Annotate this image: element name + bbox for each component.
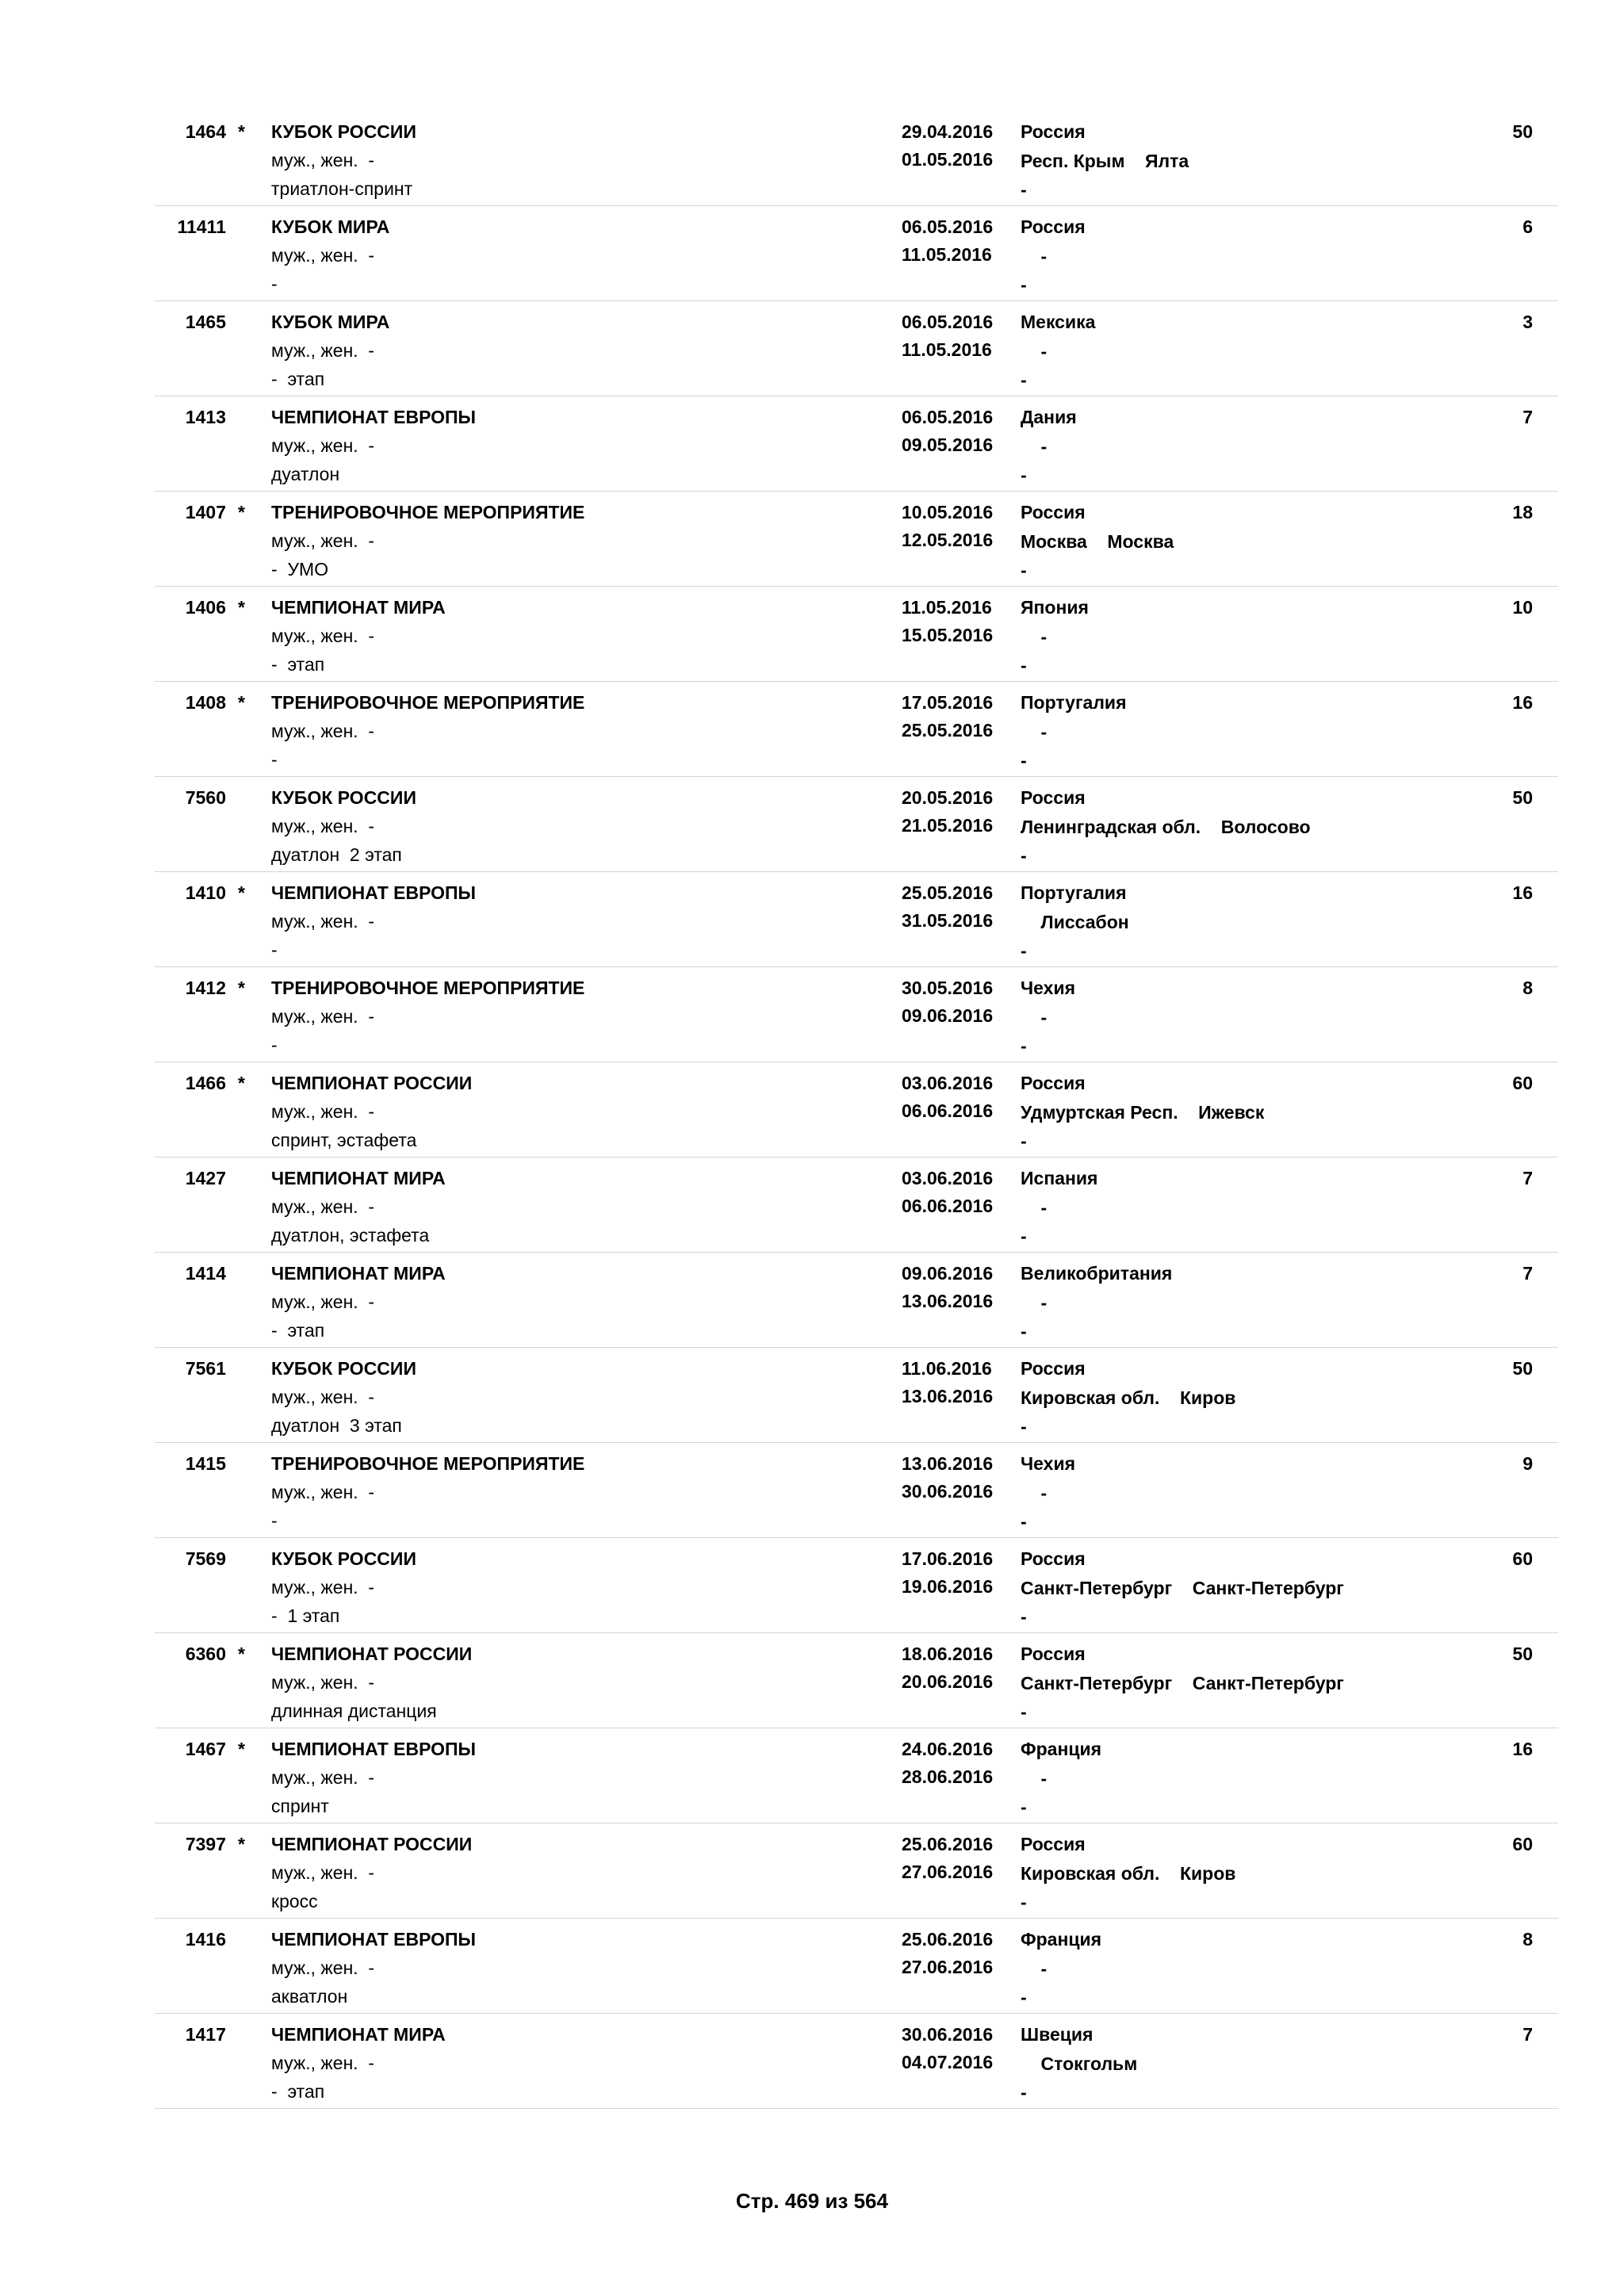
participant-count: 50 xyxy=(1512,1644,1533,1664)
venue: - xyxy=(1021,274,1027,295)
event-number: 1412 xyxy=(185,978,226,998)
region-city: Кировская обл. Киров xyxy=(1021,1863,1236,1884)
region-city: - xyxy=(1021,626,1048,647)
venue: - xyxy=(1021,2082,1027,2103)
end-date: 13.06.2016 xyxy=(902,1291,994,1311)
discipline: длинная дистанция xyxy=(271,1701,437,1721)
region-city: - xyxy=(1021,1768,1048,1789)
table-row xyxy=(155,1823,1558,1919)
event-number: 1416 xyxy=(185,1929,226,1950)
event-number: 1410 xyxy=(185,882,226,903)
country: Португалия xyxy=(1021,882,1127,903)
start-date: 24.06.2016 xyxy=(902,1739,994,1759)
region-city: Ленинградская обл. Волосово xyxy=(1021,817,1311,837)
gender-category: муж., жен. - xyxy=(271,1006,375,1027)
gender-category: муж., жен. - xyxy=(271,1101,375,1122)
start-date: 30.06.2016 xyxy=(902,2024,994,2045)
gender-category: муж., жен. - xyxy=(271,1292,375,1312)
end-date: 21.05.2016 xyxy=(902,815,994,836)
gender-category: муж., жен. - xyxy=(271,626,375,646)
table-row xyxy=(155,111,1558,206)
event-title: ЧЕМПИОНАТ ЕВРОПЫ xyxy=(271,1929,477,1950)
region-city: Кировская обл. Киров xyxy=(1021,1387,1236,1408)
event-title: КУБОК МИРА xyxy=(271,216,390,237)
end-date: 20.06.2016 xyxy=(902,1671,994,1692)
country: Португалия xyxy=(1021,692,1127,713)
region-city: Санкт-Петербург Санкт-Петербург xyxy=(1021,1673,1344,1693)
event-number: 7560 xyxy=(185,787,226,808)
country: Великобритания xyxy=(1021,1263,1173,1284)
region-city: Лиссабон xyxy=(1021,912,1129,932)
event-number: 1427 xyxy=(185,1168,226,1188)
event-number: 6360 xyxy=(185,1644,226,1664)
discipline: - этап xyxy=(271,369,325,389)
gender-category: муж., жен. - xyxy=(271,435,375,456)
event-title: ТРЕНИРОВОЧНОЕ МЕРОПРИЯТИЕ xyxy=(271,1453,585,1474)
priority-marker: * xyxy=(238,121,245,142)
end-date: 27.06.2016 xyxy=(902,1957,994,1977)
region-city: Респ. Крым Ялта xyxy=(1021,151,1189,171)
venue: - xyxy=(1021,655,1027,675)
gender-category: муж., жен. - xyxy=(271,530,375,551)
start-date: 09.06.2016 xyxy=(902,1263,994,1284)
start-date: 30.05.2016 xyxy=(902,978,994,998)
event-title: ЧЕМПИОНАТ РОССИИ xyxy=(271,1644,473,1664)
start-date: 17.05.2016 xyxy=(902,692,994,713)
gender-category: муж., жен. - xyxy=(271,245,375,266)
event-number: 1414 xyxy=(185,1263,226,1284)
table-row xyxy=(155,1443,1558,1538)
event-number: 7561 xyxy=(185,1358,226,1379)
region-city: - xyxy=(1021,1197,1048,1218)
gender-category: муж., жен. - xyxy=(271,816,375,836)
table-row xyxy=(155,682,1558,777)
region-city: - xyxy=(1021,721,1048,742)
discipline: дуатлон 2 этап xyxy=(271,844,402,865)
start-date: 18.06.2016 xyxy=(902,1644,994,1664)
country: Россия xyxy=(1021,216,1086,237)
event-number: 1415 xyxy=(185,1453,226,1474)
participant-count: 3 xyxy=(1522,312,1533,332)
participant-count: 7 xyxy=(1522,1168,1533,1188)
table-row xyxy=(155,2014,1558,2109)
end-date: 28.06.2016 xyxy=(902,1766,994,1787)
end-date: 11.05.2016 xyxy=(902,339,992,360)
venue: - xyxy=(1021,1892,1027,1912)
participant-count: 60 xyxy=(1512,1834,1533,1854)
venue: - xyxy=(1021,1416,1027,1437)
gender-category: муж., жен. - xyxy=(271,721,375,741)
priority-marker: * xyxy=(238,597,245,618)
discipline: кросс xyxy=(271,1891,318,1911)
participant-count: 16 xyxy=(1512,692,1533,713)
priority-marker: * xyxy=(238,882,245,903)
event-title: ТРЕНИРОВОЧНОЕ МЕРОПРИЯТИЕ xyxy=(271,978,585,998)
start-date: 25.06.2016 xyxy=(902,1929,994,1950)
end-date: 15.05.2016 xyxy=(902,625,994,645)
country: Чехия xyxy=(1021,978,1075,998)
priority-marker: * xyxy=(238,1739,245,1759)
gender-category: муж., жен. - xyxy=(271,150,375,170)
discipline: - xyxy=(271,1035,278,1055)
event-number: 7397 xyxy=(185,1834,226,1854)
discipline: дуатлон 3 этап xyxy=(271,1415,402,1436)
table-row xyxy=(155,967,1558,1062)
discipline: - этап xyxy=(271,2081,325,2102)
start-date: 03.06.2016 xyxy=(902,1073,994,1093)
end-date: 11.05.2016 xyxy=(902,244,992,265)
start-date: 10.05.2016 xyxy=(902,502,994,522)
table-row xyxy=(155,206,1558,301)
country: Швеция xyxy=(1021,2024,1094,2045)
event-title: ЧЕМПИОНАТ ЕВРОПЫ xyxy=(271,407,477,427)
venue: - xyxy=(1021,845,1027,866)
event-title: КУБОК МИРА xyxy=(271,312,390,332)
country: Россия xyxy=(1021,1644,1086,1664)
table-row xyxy=(155,1348,1558,1443)
gender-category: муж., жен. - xyxy=(271,1196,375,1217)
discipline: дуатлон xyxy=(271,464,340,484)
participant-count: 9 xyxy=(1522,1453,1533,1474)
gender-category: муж., жен. - xyxy=(271,1387,375,1407)
table-row xyxy=(155,777,1558,872)
end-date: 27.06.2016 xyxy=(902,1862,994,1882)
start-date: 06.05.2016 xyxy=(902,407,994,427)
page-number: Стр. 469 из 564 xyxy=(736,2189,888,2213)
discipline: акватлон xyxy=(271,1986,348,2007)
discipline: - xyxy=(271,749,278,770)
region-city: - xyxy=(1021,436,1048,457)
venue: - xyxy=(1021,179,1027,200)
participant-count: 18 xyxy=(1512,502,1533,522)
venue: - xyxy=(1021,1797,1027,1817)
event-number: 1408 xyxy=(185,692,226,713)
event-number: 7569 xyxy=(185,1548,226,1569)
start-date: 25.05.2016 xyxy=(902,882,994,903)
event-number: 1467 xyxy=(185,1739,226,1759)
priority-marker: * xyxy=(238,1073,245,1093)
country: Россия xyxy=(1021,1358,1086,1379)
participant-count: 8 xyxy=(1522,978,1533,998)
discipline: - УМО xyxy=(271,559,329,580)
gender-category: муж., жен. - xyxy=(271,1767,375,1788)
table-row xyxy=(155,1253,1558,1348)
venue: - xyxy=(1021,1701,1027,1722)
region-city: Удмуртская Респ. Ижевск xyxy=(1021,1102,1265,1123)
participant-count: 16 xyxy=(1512,882,1533,903)
discipline: - этап xyxy=(271,654,325,675)
event-title: КУБОК РОССИИ xyxy=(271,1358,416,1379)
country: Россия xyxy=(1021,1073,1086,1093)
venue: - xyxy=(1021,1987,1027,2007)
priority-marker: * xyxy=(238,1644,245,1664)
gender-category: муж., жен. - xyxy=(271,1577,375,1598)
end-date: 31.05.2016 xyxy=(902,910,994,931)
participant-count: 50 xyxy=(1512,121,1533,142)
start-date: 13.06.2016 xyxy=(902,1453,994,1474)
country: Япония xyxy=(1021,597,1089,618)
country: Россия xyxy=(1021,121,1086,142)
discipline: спринт, эстафета xyxy=(271,1130,417,1150)
start-date: 06.05.2016 xyxy=(902,216,994,237)
participant-count: 50 xyxy=(1512,1358,1533,1379)
country: Франция xyxy=(1021,1739,1102,1759)
region-city: - xyxy=(1021,1292,1048,1313)
end-date: 25.05.2016 xyxy=(902,720,994,740)
end-date: 19.06.2016 xyxy=(902,1576,994,1597)
priority-marker: * xyxy=(238,502,245,522)
gender-category: муж., жен. - xyxy=(271,1957,375,1978)
region-city: Санкт-Петербург Санкт-Петербург xyxy=(1021,1578,1344,1598)
start-date: 25.06.2016 xyxy=(902,1834,994,1854)
discipline: - xyxy=(271,274,278,294)
end-date: 13.06.2016 xyxy=(902,1386,994,1406)
table-row xyxy=(155,492,1558,587)
end-date: 06.06.2016 xyxy=(902,1196,994,1216)
gender-category: муж., жен. - xyxy=(271,1482,375,1502)
discipline: - xyxy=(271,1510,278,1531)
event-number: 11411 xyxy=(177,216,226,237)
gender-category: муж., жен. - xyxy=(271,1862,375,1883)
discipline: - 1 этап xyxy=(271,1605,340,1626)
venue: - xyxy=(1021,1131,1027,1151)
country: Франция xyxy=(1021,1929,1102,1950)
participant-count: 50 xyxy=(1512,787,1533,808)
end-date: 12.05.2016 xyxy=(902,530,994,550)
gender-category: муж., жен. - xyxy=(271,1672,375,1693)
participant-count: 7 xyxy=(1522,407,1533,427)
event-title: ЧЕМПИОНАТ ЕВРОПЫ xyxy=(271,1739,477,1759)
venue: - xyxy=(1021,1035,1027,1056)
country: Чехия xyxy=(1021,1453,1075,1474)
end-date: 30.06.2016 xyxy=(902,1481,994,1502)
region-city: Стокгольм xyxy=(1021,2053,1138,2074)
end-date: 06.06.2016 xyxy=(902,1100,994,1121)
priority-marker: * xyxy=(238,978,245,998)
event-title: ТРЕНИРОВОЧНОЕ МЕРОПРИЯТИЕ xyxy=(271,502,585,522)
country: Россия xyxy=(1021,1834,1086,1854)
end-date: 04.07.2016 xyxy=(902,2052,994,2072)
region-city: - xyxy=(1021,341,1048,362)
event-number: 1413 xyxy=(185,407,226,427)
table-row xyxy=(155,872,1558,967)
venue: - xyxy=(1021,1226,1027,1246)
venue: - xyxy=(1021,1606,1027,1627)
country: Дания xyxy=(1021,407,1077,427)
start-date: 11.06.2016 xyxy=(902,1358,992,1379)
region-city: - xyxy=(1021,1483,1048,1503)
country: Россия xyxy=(1021,502,1086,522)
participant-count: 8 xyxy=(1522,1929,1533,1950)
table-row xyxy=(155,1538,1558,1633)
country: Испания xyxy=(1021,1168,1098,1188)
event-number: 1464 xyxy=(185,121,226,142)
event-number: 1406 xyxy=(185,597,226,618)
start-date: 17.06.2016 xyxy=(902,1548,994,1569)
event-number: 1466 xyxy=(185,1073,226,1093)
participant-count: 10 xyxy=(1512,597,1533,618)
table-row xyxy=(155,301,1558,396)
gender-category: муж., жен. - xyxy=(271,2053,375,2073)
gender-category: муж., жен. - xyxy=(271,911,375,932)
event-title: ЧЕМПИОНАТ МИРА xyxy=(271,1263,446,1284)
end-date: 01.05.2016 xyxy=(902,149,994,170)
venue: - xyxy=(1021,1321,1027,1341)
table-row xyxy=(155,1062,1558,1158)
participant-count: 6 xyxy=(1522,216,1533,237)
table-row xyxy=(155,396,1558,492)
table-row xyxy=(155,587,1558,682)
end-date: 09.06.2016 xyxy=(902,1005,994,1026)
participant-count: 60 xyxy=(1512,1073,1533,1093)
region-city: Москва Москва xyxy=(1021,531,1174,552)
start-date: 20.05.2016 xyxy=(902,787,994,808)
venue: - xyxy=(1021,369,1027,390)
region-city: - xyxy=(1021,1007,1048,1027)
region-city: - xyxy=(1021,1958,1048,1979)
event-title: КУБОК РОССИИ xyxy=(271,787,416,808)
country: Россия xyxy=(1021,787,1086,808)
discipline: дуатлон, эстафета xyxy=(271,1225,430,1246)
event-title: ЧЕМПИОНАТ МИРА xyxy=(271,597,446,618)
region-city: - xyxy=(1021,246,1048,266)
table-row xyxy=(155,1158,1558,1253)
country: Мексика xyxy=(1021,312,1096,332)
venue: - xyxy=(1021,465,1027,485)
table-row xyxy=(155,1919,1558,2014)
event-title: ЧЕМПИОНАТ ЕВРОПЫ xyxy=(271,882,477,903)
discipline: - xyxy=(271,939,278,960)
event-title: ЧЕМПИОНАТ РОССИИ xyxy=(271,1834,473,1854)
start-date: 29.04.2016 xyxy=(902,121,994,142)
venue: - xyxy=(1021,940,1027,961)
event-title: ЧЕМПИОНАТ МИРА xyxy=(271,1168,446,1188)
priority-marker: * xyxy=(238,1834,245,1854)
event-title: ЧЕМПИОНАТ МИРА xyxy=(271,2024,446,2045)
gender-category: муж., жен. - xyxy=(271,340,375,361)
participant-count: 16 xyxy=(1512,1739,1533,1759)
start-date: 11.05.2016 xyxy=(902,597,992,618)
table-row xyxy=(155,1728,1558,1823)
participant-count: 7 xyxy=(1522,1263,1533,1284)
venue: - xyxy=(1021,560,1027,580)
discipline: спринт xyxy=(271,1796,329,1816)
venue: - xyxy=(1021,1511,1027,1532)
event-number: 1417 xyxy=(185,2024,226,2045)
table-row xyxy=(155,1633,1558,1728)
venue: - xyxy=(1021,750,1027,771)
end-date: 09.05.2016 xyxy=(902,434,994,455)
start-date: 03.06.2016 xyxy=(902,1168,994,1188)
country: Россия xyxy=(1021,1548,1086,1569)
event-title: ТРЕНИРОВОЧНОЕ МЕРОПРИЯТИЕ xyxy=(271,692,585,713)
event-title: КУБОК РОССИИ xyxy=(271,121,416,142)
events-table xyxy=(155,111,1558,2109)
discipline: триатлон-спринт xyxy=(271,178,413,199)
event-number: 1465 xyxy=(185,312,226,332)
start-date: 06.05.2016 xyxy=(902,312,994,332)
discipline: - этап xyxy=(271,1320,325,1341)
event-title: ЧЕМПИОНАТ РОССИИ xyxy=(271,1073,473,1093)
participant-count: 60 xyxy=(1512,1548,1533,1569)
priority-marker: * xyxy=(238,692,245,713)
event-title: КУБОК РОССИИ xyxy=(271,1548,416,1569)
participant-count: 7 xyxy=(1522,2024,1533,2045)
event-number: 1407 xyxy=(185,502,226,522)
